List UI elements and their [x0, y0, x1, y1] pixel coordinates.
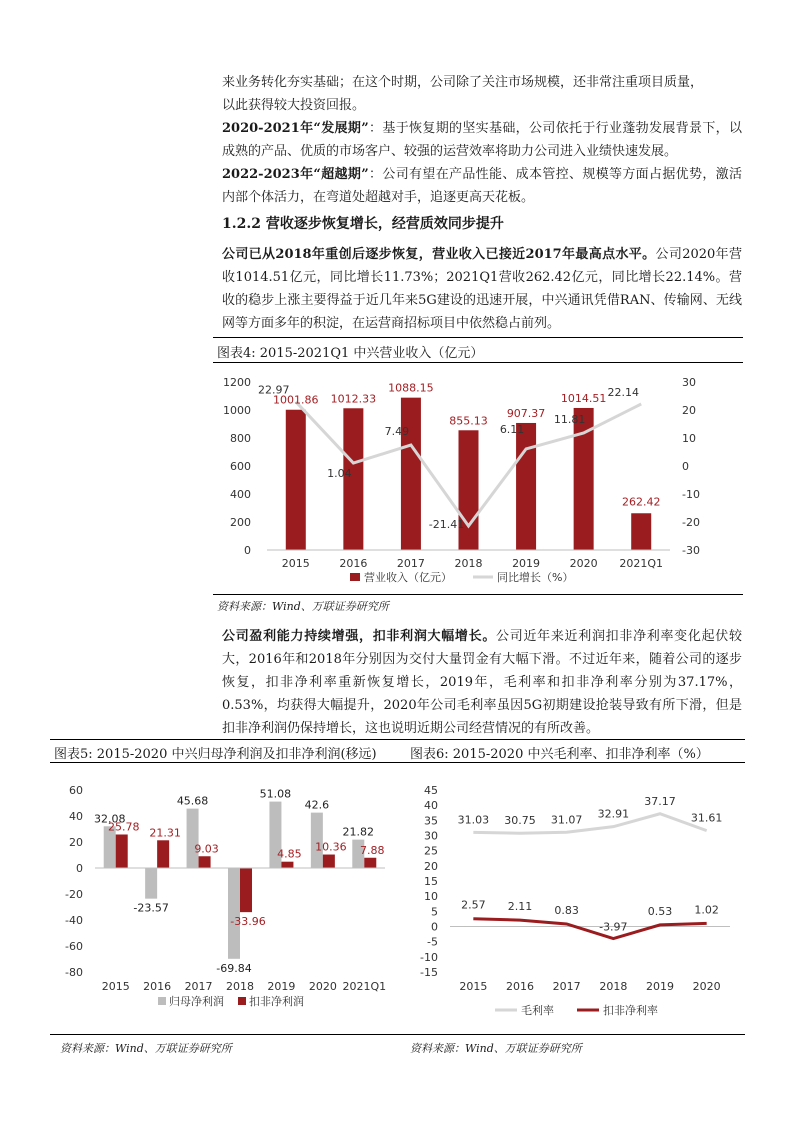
revenue-data-label: 1001.86	[273, 393, 319, 407]
x-axis-tick-label: 2021Q1	[342, 980, 387, 993]
revenue-data-label: 855.13	[449, 414, 488, 428]
revenue-bar	[459, 430, 479, 550]
net-margin-data-label: 0.53	[647, 904, 673, 918]
net-profit-bar	[187, 809, 199, 868]
intro-paragraph	[222, 71, 742, 209]
revenue-bar	[286, 410, 306, 550]
section-heading: 1.2.2 营收逐步恢复增长，经营质效同步提升	[222, 216, 504, 232]
legend-label-gross-margin: 毛利率	[521, 1004, 554, 1017]
y-axis-tick-label: -10	[420, 950, 438, 964]
right-axis-tick-label: -20	[682, 516, 700, 529]
y-axis-tick-label: 5	[431, 905, 438, 919]
y-axis-tick-label: 15	[424, 875, 438, 888]
y-axis-tick-label: -15	[420, 966, 438, 979]
x-axis-tick-label: 2015	[459, 980, 488, 993]
profit-paragraph	[222, 625, 742, 740]
growth-data-label: 6.11	[499, 422, 525, 436]
gross-margin-data-label: 32.91	[597, 807, 630, 821]
growth-data-label: -21.41	[428, 517, 465, 531]
fig4-bottom-rule	[213, 594, 743, 595]
gross-margin-data-label: 31.03	[457, 813, 490, 827]
x-axis-tick-label: 2017	[396, 557, 425, 570]
para2-rest: ：基于恢复期的坚实基础，公司依托于行业蓬勃发展背景下，以成熟的产品、优质的市场客户、较强的运营效率将助力公司进入业绩快速发展。	[222, 121, 742, 159]
deducted-profit-data-label: 10.36	[315, 840, 347, 854]
legend-swatch-deducted-profit	[238, 997, 246, 1005]
para5-rest: 公司近年来近利润扣非净利率变化起伏较大，2016年和2018年分别因为交付大量罚金有大幅下滑。不过近年来，随着公司的逐步恢复，扣非净利率重新恢复增长，2019年，毛利率和扣非净利率分别为37.17%，0.53%，均获得大幅提升，2020年公司毛利率虽因5G初期建设抢装导致有所下滑，但是扣非净利润仍保持增长，这也说明近期公司经营情况的有所改善。	[222, 629, 742, 736]
para1-line2: 以此获得较大投资回报。	[222, 98, 366, 113]
net-profit-data-label: -69.84	[216, 961, 252, 975]
right-axis-tick-label: 30	[682, 376, 696, 389]
x-axis-tick-label: 2020	[569, 557, 598, 570]
fig6-source: 资料来源：Wind、万联证券研究所	[410, 1042, 582, 1055]
fig56-bottom-rule	[50, 1034, 745, 1035]
net-margin-data-label: 0.83	[554, 903, 579, 917]
y-axis-tick-label: 20	[424, 859, 438, 873]
x-axis-tick-label: 2019	[267, 980, 296, 993]
gross-margin-data-label: 31.07	[550, 813, 583, 827]
y-axis-tick-label: -5	[427, 935, 438, 949]
left-axis-tick-label: 800	[230, 432, 251, 445]
net-margin-data-label: 2.57	[461, 898, 486, 912]
para2-bold: 2020-2021年“发展期”	[222, 121, 369, 136]
fig4-top-rule	[213, 337, 743, 338]
deducted-profit-data-label: 4.85	[277, 847, 302, 861]
x-axis-tick-label: 2015	[281, 557, 310, 570]
net-profit-bar	[145, 868, 157, 899]
legend-label-deducted-profit: 扣非净利润	[249, 995, 304, 1008]
y-axis-tick-label: 45	[424, 784, 438, 797]
net-margin-data-label: 2.11	[507, 900, 533, 914]
x-axis-tick-label: 2017	[552, 980, 581, 993]
revenue-chart	[215, 368, 735, 593]
legend-label-growth: 同比增长（%）	[497, 571, 574, 584]
y-axis-tick-label: 30	[424, 829, 438, 843]
revenue-data-label: 1012.33	[330, 392, 377, 406]
y-axis-tick-label: 10	[424, 890, 438, 904]
para5-bold: 公司盈利能力持续增强，扣非利润大幅增长。	[222, 629, 497, 644]
deducted-profit-bar	[157, 840, 169, 868]
fig56-top-rule	[50, 739, 745, 740]
growth-data-label: 7.49	[384, 425, 410, 439]
deducted-profit-data-label: 21.31	[149, 826, 181, 840]
left-axis-tick-label: 1000	[223, 404, 251, 417]
y-axis-tick-label: -20	[65, 888, 83, 901]
growth-data-label: 1.04	[327, 467, 352, 481]
y-axis-tick-label: 40	[424, 799, 438, 813]
y-axis-tick-label: -40	[65, 914, 83, 927]
x-axis-tick-label: 2020	[692, 980, 721, 993]
x-axis-tick-label: 2018	[226, 980, 254, 993]
para3-rest: ：公司有望在产品性能、成本管控、规模等方面占据优势，激活内部个体活力，在弯道处超越对手，追逐更高天花板。	[222, 167, 742, 205]
legend-label-net-margin: 扣非净利率	[603, 1004, 658, 1017]
revenue-data-label: 1014.51	[560, 391, 607, 405]
y-axis-tick-label: 25	[424, 844, 438, 858]
deducted-profit-data-label: 25.78	[107, 820, 140, 834]
revenue-paragraph	[222, 243, 742, 335]
x-axis-tick-label: 2016	[339, 557, 368, 570]
revenue-data-label: 1088.15	[388, 381, 434, 395]
right-axis-tick-label: -10	[682, 488, 700, 501]
growth-data-label: 22.97	[258, 383, 290, 397]
x-axis-tick-label: 2020	[308, 980, 337, 993]
para3	[222, 163, 742, 209]
para2	[222, 117, 742, 163]
fig4-caption: 图表4: 2015-2021Q1 中兴营业收入（亿元）	[217, 346, 484, 361]
legend-label-net-profit: 归母净利润	[169, 995, 224, 1008]
x-axis-tick-label: 2017	[184, 980, 213, 993]
legend-label-revenue: 营业收入（亿元）	[364, 571, 452, 584]
revenue-data-label: 262.42	[621, 495, 661, 509]
net-profit-chart	[50, 768, 395, 1023]
fig5-caption: 图表5: 2015-2020 中兴归母净利润及扣非净利润(移远)	[54, 747, 377, 762]
x-axis-tick-label: 2018	[599, 980, 628, 993]
deducted-profit-data-label: 7.88	[360, 843, 385, 857]
left-axis-tick-label: 200	[230, 516, 251, 529]
y-axis-tick-label: 20	[69, 836, 83, 849]
deducted-profit-bar	[364, 858, 376, 868]
gross-margin-data-label: 31.61	[690, 811, 723, 825]
legend-swatch-net-profit	[158, 997, 166, 1005]
para4-rest: 公司2020年营收1014.51亿元，同比增长11.73%；2021Q1营收262.42亿元，同比增长22.14%。营收的稳步上涨主要得益于近几年来5G建设的迅速开展，中兴通讯凭借RAN、传输网、无线网等方面多年的积淀，在运营商招标项目中依然稳占前列。	[222, 247, 742, 331]
net-profit-data-label: 21.82	[342, 825, 375, 839]
x-axis-tick-label: 2016	[143, 980, 172, 993]
right-axis-tick-label: -30	[682, 544, 700, 557]
left-axis-tick-label: 0	[244, 544, 251, 557]
fig6-caption: 图表6: 2015-2020 中兴毛利率、扣非净利率（%）	[410, 747, 709, 762]
para4-bold: 公司已从2018年重创后逐步恢复，营业收入已接近2017年最高点水平。	[222, 247, 656, 262]
x-axis-tick-label: 2016	[506, 980, 534, 993]
gross-margin-data-label: 37.17	[644, 794, 676, 808]
x-axis-tick-label: 2018	[454, 557, 483, 570]
margin-chart	[405, 768, 745, 1023]
net-profit-data-label: 32.08	[93, 812, 126, 826]
left-axis-tick-label: 600	[230, 460, 251, 473]
deducted-profit-bar	[240, 868, 252, 912]
para1-line1: 来业务转化夯实基础；在这个时期，公司除了关注市场规模，还非常注重项目质量，	[222, 75, 704, 90]
legend-swatch-revenue	[350, 573, 360, 581]
y-axis-tick-label: -80	[65, 966, 83, 979]
revenue-data-label: 907.37	[506, 406, 546, 420]
growth-data-label: 22.14	[607, 386, 639, 400]
fig5-source: 资料来源：Wind、万联证券研究所	[60, 1042, 232, 1055]
para3-bold: 2022-2023年“超越期”	[222, 167, 369, 182]
y-axis-tick-label: 40	[69, 810, 83, 823]
revenue-bar	[516, 423, 536, 550]
x-axis-tick-label: 2019	[512, 557, 541, 570]
gross-margin-data-label: 30.75	[504, 814, 536, 828]
net-margin-data-label: -3.97	[599, 920, 628, 934]
y-axis-tick-label: 35	[424, 814, 438, 828]
right-axis-tick-label: 10	[682, 432, 696, 445]
left-axis-tick-label: 1200	[223, 376, 251, 389]
x-axis-tick-label: 2015	[101, 980, 130, 993]
deducted-profit-bar	[281, 862, 293, 868]
net-profit-data-label: 51.08	[259, 787, 292, 801]
net-profit-data-label: -23.57	[133, 901, 169, 915]
deducted-profit-bar	[199, 856, 211, 868]
left-axis-tick-label: 400	[230, 488, 251, 501]
growth-data-label: 11.81	[553, 412, 586, 426]
net-margin-line	[473, 919, 706, 939]
right-axis-tick-label: 0	[682, 460, 689, 473]
x-axis-tick-label: 2021Q1	[619, 557, 664, 570]
net-margin-data-label: 1.02	[694, 903, 719, 917]
deducted-profit-bar	[323, 855, 335, 868]
deducted-profit-data-label: 9.03	[194, 842, 219, 856]
net-profit-data-label: 45.68	[176, 794, 209, 808]
x-axis-tick-label: 2019	[646, 980, 674, 993]
deducted-profit-bar	[116, 834, 128, 868]
fig56-caption-rule	[50, 762, 745, 763]
revenue-bar	[631, 513, 651, 550]
right-axis-tick-label: 20	[682, 404, 696, 417]
fig4-source: 资料来源：Wind、万联证券研究所	[217, 600, 389, 613]
y-axis-tick-label: 0	[76, 862, 83, 875]
y-axis-tick-label: 0	[431, 920, 438, 934]
y-axis-tick-label: 60	[69, 784, 83, 797]
y-axis-tick-label: -60	[65, 940, 83, 953]
net-profit-data-label: 42.6	[304, 798, 330, 812]
net-profit-bar	[228, 868, 240, 959]
deducted-profit-data-label: -33.96	[230, 915, 266, 929]
fig4-caption-rule	[213, 362, 743, 363]
revenue-bar	[401, 398, 421, 550]
